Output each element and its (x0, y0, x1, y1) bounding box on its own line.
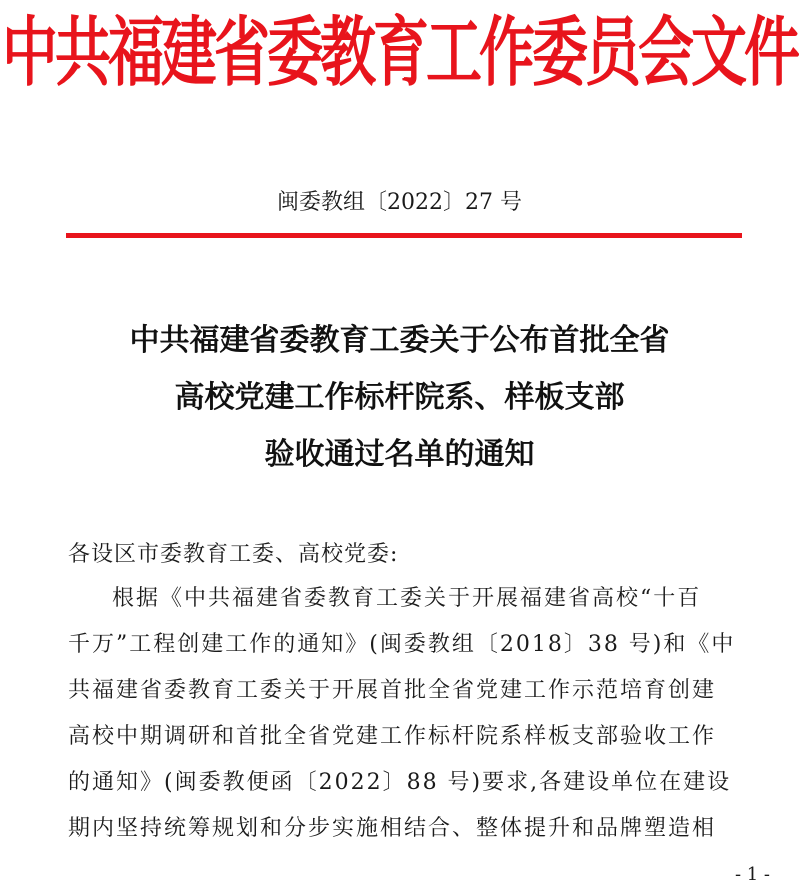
masthead-title: 中共福建省委教育工作委员会文件 (2, 8, 797, 98)
title-line: 高校党建工作标杆院系、样板支部 (174, 380, 625, 415)
paragraph-line: 共福建省委教育工委关于开展首批全省党建工作示范培育创建 (68, 678, 717, 703)
page-number: - 1 - (734, 864, 770, 885)
title-line: 中共福建省委教育工委关于公布首批全省 (129, 323, 670, 358)
body-text (68, 534, 736, 852)
paragraph-line: 千万”工程创建工作的通知》(闽委教组〔2018〕38 号)和《中 (68, 632, 736, 657)
title-line: 验收通过名单的通知 (264, 437, 535, 472)
document-number: 闽委教组〔2022〕27 号 (277, 190, 522, 215)
paragraph-line: 期内坚持统筹规划和分步实施相结合、整体提升和品牌塑造相 (68, 816, 717, 841)
paragraph-line: 根据《中共福建省委教育工委关于开展福建省高校“十百 (112, 586, 702, 611)
notice-title (0, 312, 799, 483)
body-paragraph (68, 576, 736, 852)
paragraph-line: 高校中期调研和首批全省党建工作标杆院系样板支部验收工作 (68, 724, 717, 749)
paragraph-line: 的通知》(闽委教便函〔2022〕88 号)要求,各建设单位在建设 (68, 770, 732, 795)
salutation: 各设区市委教育工委、高校党委: (68, 542, 399, 567)
red-separator-line (66, 233, 742, 238)
